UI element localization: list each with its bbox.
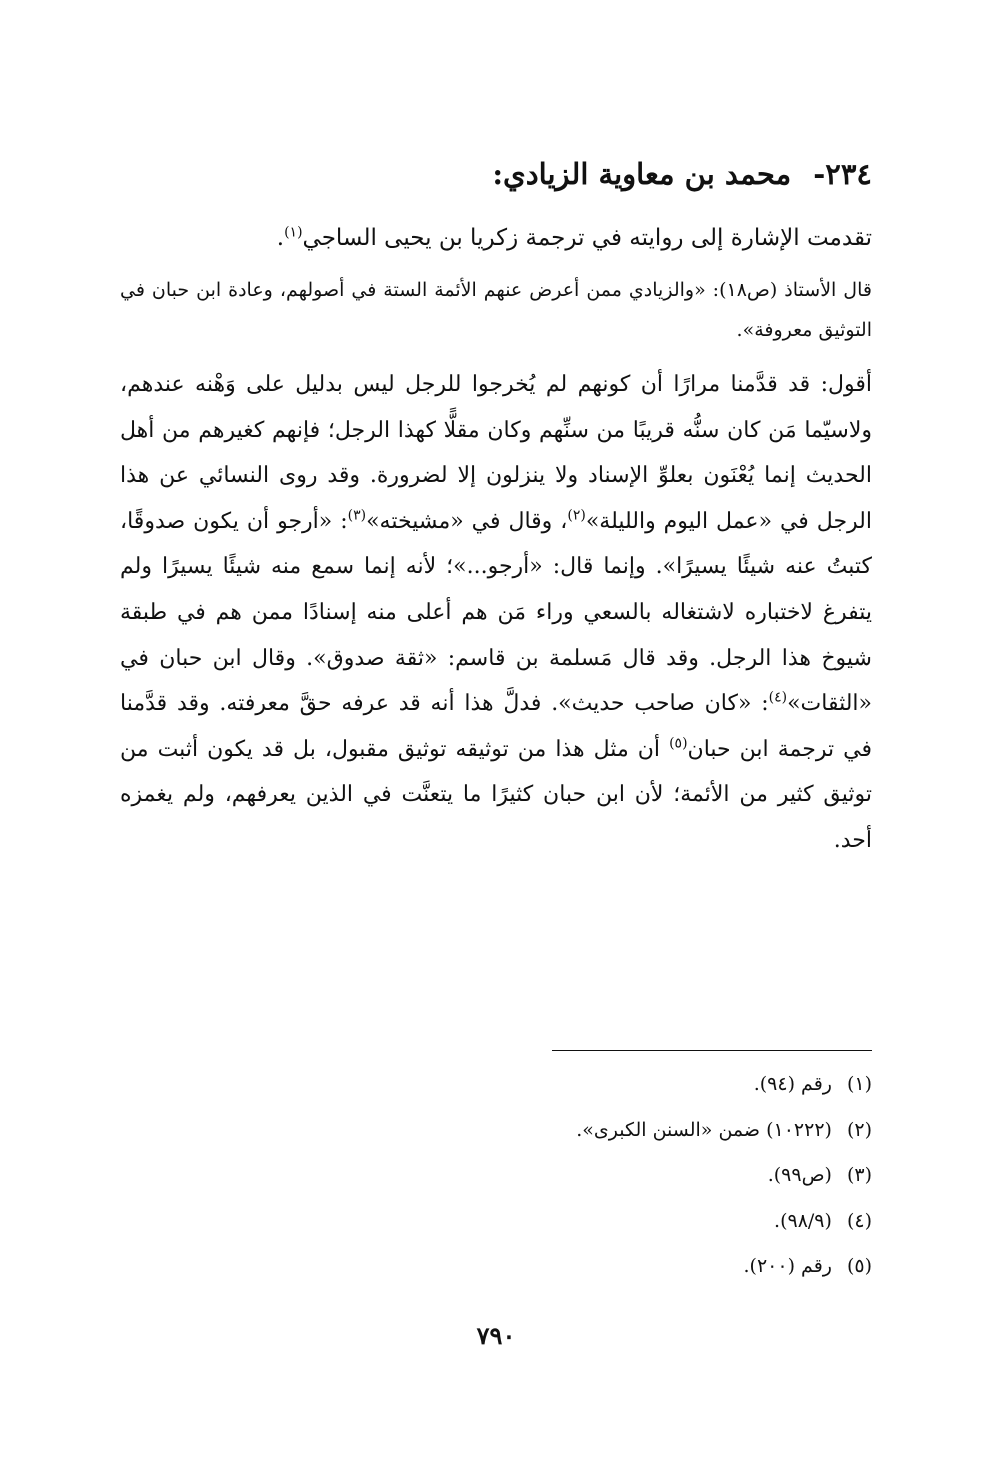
footnote-text: (ص٩٩).: [767, 1164, 832, 1187]
page-number: ٧٩٠: [476, 1321, 516, 1350]
footnote-text: رقم (٩٤).: [753, 1073, 832, 1095]
intro-text: تقدمت الإشارة إلى روايته في ترجمة زكريا بن يحيى الساجي: [302, 225, 872, 251]
footnote-item: [120, 1062, 872, 1108]
quoted-paragraph: قال الأستاذ (ص١٨): «والزيادي ممن أعرض عنهم الأئمة الستة في أصولهم، وعادة ابن حبان في التوثيق معروفة».: [120, 279, 872, 341]
body-text-3: : «أرجو أن يكون صدوقًا، كتبتُ عنه شيئًا يسيرًا». وإنما قال: «أرجو...»؛ لأنه إنما سمع منه شيئًا يسيرًا ولم يتفرغ لاختباره لاشتغاله بالسعي وراء مَن هم أعلى منه إسنادًا ممن هم في طبقة شيوخ هذا الرجل. وقد قال مَسلمة بن قاسم: «ثقة صدوق». وقال ابن حبان في «الثقات»: [120, 508, 872, 717]
footnote-text: رقم (٢٠٠).: [743, 1255, 832, 1278]
body-text-4: : «كان صاحب حديث». فدلَّ هذا أنه قد عرفه حقَّ معرفته. وقد قدَّمنا في ترجمة ابن حبان: [120, 691, 872, 762]
footnote-number: (١): [846, 1073, 872, 1095]
footnote-item: [120, 1244, 872, 1290]
intro-end: .: [276, 225, 285, 251]
footnote-text: (٩٨/٩).: [774, 1209, 832, 1232]
footnote-ref-3: (٣): [347, 507, 367, 524]
main-text: [120, 148, 872, 864]
footnotes-list: [120, 1062, 872, 1290]
entry-name: محمد بن معاوية الزيادي:: [492, 157, 792, 191]
footnote-ref-4: (٤): [768, 689, 788, 706]
footnote-ref-1: (١): [284, 224, 303, 241]
body-text-5: أن مثل هذا من توثيقه توثيق مقبول، بل قد يكون أثبت من توثيق كثير من الأئمة؛ لأن ابن حبان كثيرًا ما يتعنَّت في الذين يعرفهم، ولم يغمزه أحد.: [120, 736, 872, 853]
footnote-separator: [552, 1050, 872, 1051]
entry-number: ٢٣٤-: [813, 157, 872, 191]
footnote-text: (١٠٢٢٢) ضمن «السنن الكبرى».: [576, 1118, 832, 1141]
body-paragraph: [120, 362, 872, 864]
footnote-number: (٣): [846, 1164, 872, 1187]
body-text-2: ، وقال في «مشيخته»: [366, 508, 568, 534]
intro-paragraph: [120, 214, 872, 262]
footnote-ref-2: (٢): [567, 507, 586, 524]
footnote-number: (٥): [846, 1255, 872, 1278]
footnote-item: [120, 1199, 872, 1245]
footnote-ref-5: (٥): [669, 735, 688, 752]
body-text-1: أقول: قد قدَّمنا مرارًا أن كونهم لم يُخرجوا للرجل ليس بدليل على وَهْنه عندهم، ولاسيّما مَن كان سنُّه قريبًا من سنِّهم وكان مقلًّا كهذا الرجل؛ فإنهم كغيرهم من أهل الحديث إنما يُعْنَون بعلوِّ الإسناد ولا ينزلون إلا لضرورة. وقد روى النسائي عن هذا الرجل في «عمل اليوم والليلة»: [120, 372, 872, 534]
entry-heading: [120, 148, 872, 200]
footnote-number: (٤): [846, 1209, 872, 1232]
footnote-item: [120, 1108, 872, 1154]
footnote-item: [120, 1153, 872, 1199]
footnote-number: (٢): [846, 1118, 872, 1141]
